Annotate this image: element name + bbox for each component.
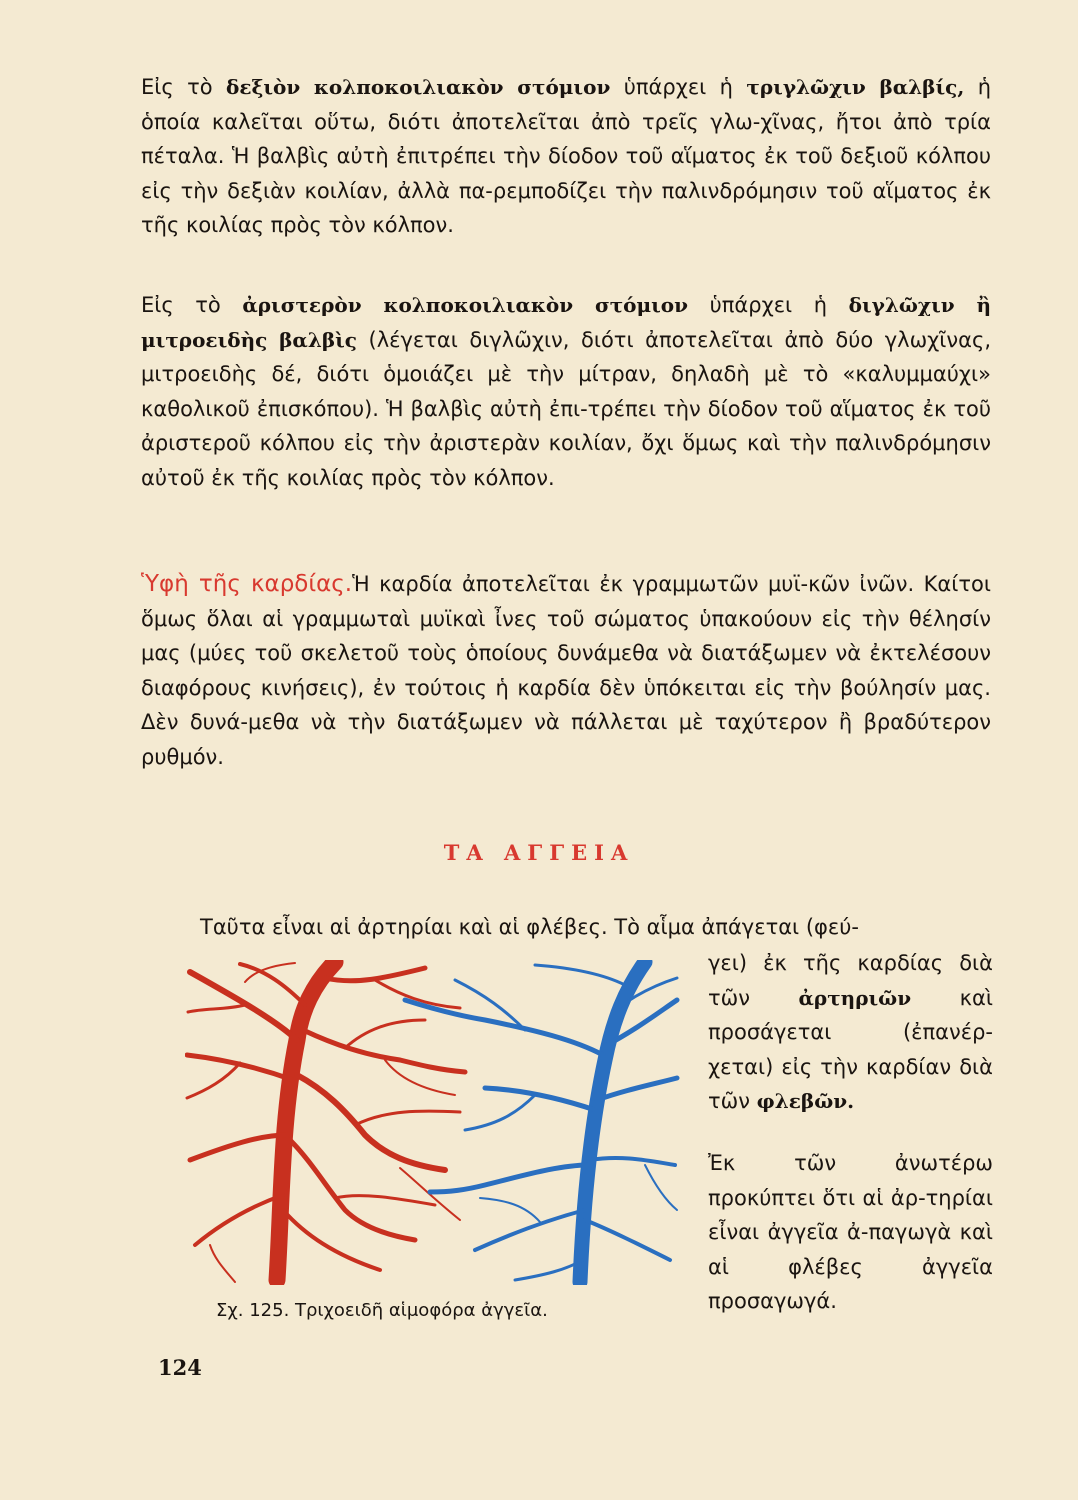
paragraph-mitral-valve: Εἰς τὸ ἀριστερὸν κολποκοιλιακὸν στόμιον ὑπάρχει ἡ διγλῶχιν ἢ μιτροειδὴς βαλβὶς (λέγεται διγλῶχιν, διότι ἀποτελεῖται ἀπὸ δύο γλωχῖνας, μιτροειδὴς δέ, διότι ὁμοιάζει μὲ τὴν μίτραν, δηλαδὴ μὲ τὸ «καλυμμαύχι» καθολικοῦ ἐπισκόπου). Ἡ βαλβὶς αὐτὴ ἐπι-τρέπει τὴν δίοδον τοῦ αἵματος ἐκ τοῦ ἀριστεροῦ κόλπου εἰς τὴν ἀριστερὰν κοιλίαν, ὄχι ὅμως καὶ τὴν παλινδρόμησιν αὐτοῦ ἐκ τῆς κοιλίας πρὸς τὸν κόλπον. — [141, 293, 992, 490]
paragraph-tricuspid-valve: Εἰς τὸ δεξιὸν κολποκοιλιακὸν στόμιον ὑπάρχει ἡ τριγλῶχιν βαλβίς, ἡ ὁποία καλεῖται οὕτω, διότι ἀποτελεῖται ἀπὸ τρεῖς γλω-χῖνας, ἤτοι ἀπὸ τρία πέταλα. Ἡ βαλβὶς αὐτὴ ἐπιτρέπει τὴν δίοδον τοῦ αἵματος ἐκ τοῦ δεξιοῦ κόλπου εἰς τὴν δεξιὰν κοιλίαν, ἀλλὰ πα-ρεμποδίζει τὴν παλινδρόμησιν τοῦ αἵματος ἐκ τῆς κοιλίας πρὸς τὸν κόλπον. — [141, 75, 992, 237]
artery-network — [187, 962, 465, 1282]
page-number: 124 — [158, 1355, 202, 1380]
vessels-intro-line: Ταῦτα εἶναι αἱ ἀρτηρίαι καὶ αἱ φλέβες. Τὸ αἷμα ἀπάγεται (φεύ- — [200, 915, 859, 939]
vein-network — [405, 962, 677, 1282]
paragraph-heart-tissue: Ὑφὴ τῆς καρδίας.Ἡ καρδία ἀποτελεῖται ἐκ γραμμωτῶν μυϊ-κῶν ἰνῶν. Καίτοι ὅμως ὅλαι αἱ γραμμωταὶ μυϊκαὶ ἶνες τοῦ σώματος ὑπακούουν εἰς τὴν θέλησίν μας (μύες τοῦ σκελετοῦ τοὺς ὁποίους δυνάμεθα νὰ διατάξωμεν νὰ ἐκτελέσουν διαφόρους κινήσεις), ἐν τούτοις ἡ καρδία δὲν ὑπόκειται εἰς τὴν βούλησίν μας. Δὲν δυνά-μεθα νὰ τὴν διατάξωμεν νὰ πάλλεται μὲ ταχύτερον ἢ βραδύτερον ρυθμόν. — [141, 571, 991, 769]
figure-caption: Σχ. 125. Τριχοειδῆ αἱμοφόρα ἀγγεῖα. — [216, 1300, 548, 1321]
capillaries-illustration — [185, 960, 680, 1285]
vessels-text-arteries-veins: γει) ἐκ τῆς καρδίας διὰ τῶν ἀρτηριῶν καὶ προσάγεται (ἐπανέρ-χεται) εἰς τὴν καρδίαν διὰ τῶν φλεβῶν. — [708, 951, 993, 1113]
vessels-text-conclusion: Ἐκ τῶν ἀνωτέρω προκύπτει ὅτι αἱ ἀρ-τηρίαι εἶναι ἀγγεῖα ἀ-παγωγὰ καὶ αἱ φλέβες ἀγγεῖα προσαγωγά. — [708, 1151, 993, 1313]
subsection-title: Ὑφὴ τῆς καρδίας. — [141, 571, 353, 597]
section-heading: ΤΑ ΑΓΓΕΙΑ — [443, 840, 635, 865]
